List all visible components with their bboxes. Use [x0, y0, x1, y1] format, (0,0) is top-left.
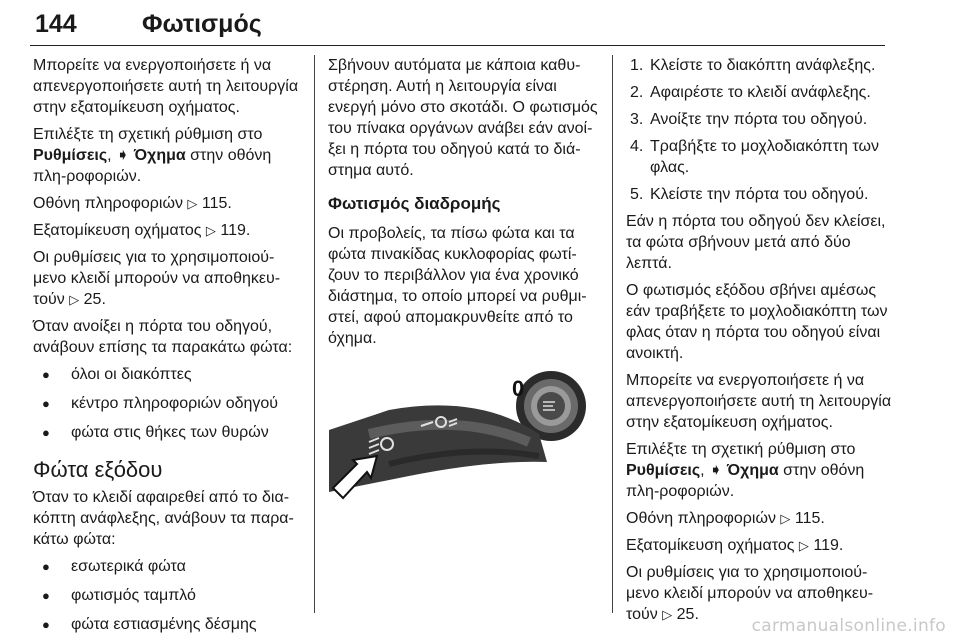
header-rule	[30, 45, 885, 46]
paragraph: Μπορείτε να ενεργοποιήσετε ή να απενεργοποιήσετε αυτή τη λειτουργία στην εξατομίκευση οχήματος.	[626, 372, 892, 431]
step-text: Κλείστε την πόρτα του οδηγού.	[650, 186, 869, 203]
page-ref: 119.	[813, 537, 844, 554]
paragraph: Εάν η πόρτα του οδηγού δεν κλείσει, τα φώτα σβήνουν μετά από δύο λεπτά.	[626, 213, 886, 272]
page-ref-icon: ▷	[205, 223, 216, 238]
ref-text: Οθόνη πληροφοριών	[33, 195, 183, 212]
vehicle-label: Όχημα	[133, 147, 186, 164]
step-text: Ανοίξτε την πόρτα του οδηγού.	[650, 111, 868, 128]
step-number: 3.	[630, 111, 644, 128]
list-item: ● κέντρο πληροφοριών οδηγού	[33, 393, 301, 414]
cross-reference	[626, 535, 894, 556]
bullet-list	[33, 556, 301, 635]
settings-path-paragraph	[33, 124, 301, 187]
ref-text: Εξατομίκευση οχήματος	[33, 222, 202, 239]
page-ref: 119.	[220, 222, 251, 239]
step-item	[626, 184, 894, 205]
step-text: Κλείστε το διακόπτη ανάφλεξης.	[650, 57, 876, 74]
subsection-heading: Φωτισμός διαδρομής	[328, 194, 501, 213]
cross-reference	[33, 247, 301, 310]
step-number: 2.	[630, 84, 644, 101]
list-item: ● φώτα εστιασμένης δέσμης	[33, 614, 301, 635]
text: ,	[700, 462, 710, 479]
arrow-icon: ➧	[116, 147, 130, 164]
text: Επιλέξτε τη σχετική ρύθμιση στο	[33, 126, 263, 143]
step-number: 5.	[630, 186, 644, 203]
page-ref-icon: ▷	[662, 607, 673, 622]
text: ,	[107, 147, 117, 164]
settings-path-paragraph	[626, 439, 894, 502]
paragraph: Όταν ανοίξει η πόρτα του οδηγού, ανάβουν επίσης τα παρακάτω φώτα:	[33, 318, 293, 356]
cross-reference	[33, 220, 301, 241]
page-ref: 115.	[794, 510, 825, 527]
step-number: 4.	[630, 138, 644, 155]
step-list	[626, 55, 894, 205]
turn-signal-stalk-illustration	[329, 364, 594, 522]
list-item: ● όλοι οι διακόπτες	[33, 364, 301, 385]
ref-text: Εξατομίκευση οχήματος	[626, 537, 795, 554]
paragraph: Μπορείτε να ενεργοποιήσετε ή να απενεργοποιήσετε αυτή τη λειτουργία στην εξατομίκευση οχήματος.	[33, 57, 299, 116]
column-2	[328, 55, 598, 388]
page-title: Φωτισμός	[142, 10, 262, 38]
column-1	[33, 55, 301, 643]
paragraph: Οι προβολείς, τα πίσω φώτα και τα φώτα πινακίδας κυκλοφορίας φωτί-ζουν το περιβάλλον για ένα χρονικό διάστημα, το οποίο μπορεί να ρυθμι-στεί, αφού απομακρυνθείτε από το όχημα.	[328, 225, 587, 347]
step-item	[626, 136, 894, 178]
settings-label: Ρυθμίσεις	[33, 147, 108, 164]
list-item: ● φωτισμός ταμπλό	[33, 585, 301, 606]
page-ref-icon: ▷	[798, 538, 809, 553]
text: στην οθόνη πλη-ροφοριών.	[33, 147, 272, 185]
watermark: carmanualsonline.info	[751, 616, 946, 636]
step-number: 1.	[630, 57, 644, 74]
column-divider-2	[612, 55, 613, 613]
page-number: 144	[35, 10, 77, 38]
step-item	[626, 55, 894, 76]
ref-text: Οι ρυθμίσεις για το χρησιμοποιού-μενο κλειδί μπορούν να αποθηκευ-τούν	[33, 249, 281, 308]
ref-text: Οθόνη πληροφοριών	[626, 510, 776, 527]
step-item	[626, 82, 894, 103]
step-item	[626, 109, 894, 130]
paragraph: Ο φωτισμός εξόδου σβήνει αμέσως εάν τραβήξετε το μοχλοδιακόπτη των φλας όταν η πόρτα του οδηγού είναι ανοικτή.	[626, 282, 888, 362]
page-ref: 25.	[676, 606, 699, 623]
column-divider-1	[314, 55, 315, 613]
page-ref: 115.	[201, 195, 232, 212]
text: στην οθόνη πλη-ροφοριών.	[626, 462, 865, 500]
page-ref-icon: ▷	[69, 292, 80, 307]
list-item: ● εσωτερικά φώτα	[33, 556, 301, 577]
stalk-illustration	[329, 364, 594, 522]
paragraph: Όταν το κλειδί αφαιρεθεί από το δια-κόπτη ανάφλεξης, ανάβουν τα παρα-κάτω φώτα:	[33, 489, 294, 548]
step-text: Αφαιρέστε το κλειδί ανάφλεξης.	[650, 84, 871, 101]
page-ref-icon: ▷	[187, 196, 198, 211]
ref-text: Οι ρυθμίσεις για το χρησιμοποιού-μενο κλειδί μπορούν να αποθηκευ-τούν	[626, 564, 874, 623]
page-ref-icon: ▷	[780, 511, 791, 526]
bullet-list	[33, 364, 301, 443]
arrow-icon: ➧	[709, 462, 723, 479]
cross-reference	[33, 193, 301, 214]
position-zero-mark: 0	[512, 376, 525, 401]
page-header	[30, 8, 885, 46]
settings-label: Ρυθμίσεις	[626, 462, 701, 479]
column-3	[626, 55, 894, 631]
paragraph: Σβήνουν αυτόματα με κάποια καθυ-στέρηση. Αυτή η λειτουργία είναι ενεργή μόνο στο σκοτάδι. Ο φωτισμός του πίνακα οργάνων ανάβει εάν ανοί-ξει η πόρτα του οδηγού κατά το διά-στημα αυτό.	[328, 57, 598, 179]
vehicle-label: Όχημα	[726, 462, 779, 479]
list-item: ● φώτα στις θήκες των θυρών	[33, 422, 301, 443]
section-heading: Φώτα εξόδου	[33, 457, 163, 482]
page-ref: 25.	[83, 291, 106, 308]
cross-reference	[626, 508, 894, 529]
step-text: Τραβήξτε το μοχλοδιακόπτη των φλας.	[650, 138, 879, 176]
text: Επιλέξτε τη σχετική ρύθμιση στο	[626, 441, 856, 458]
